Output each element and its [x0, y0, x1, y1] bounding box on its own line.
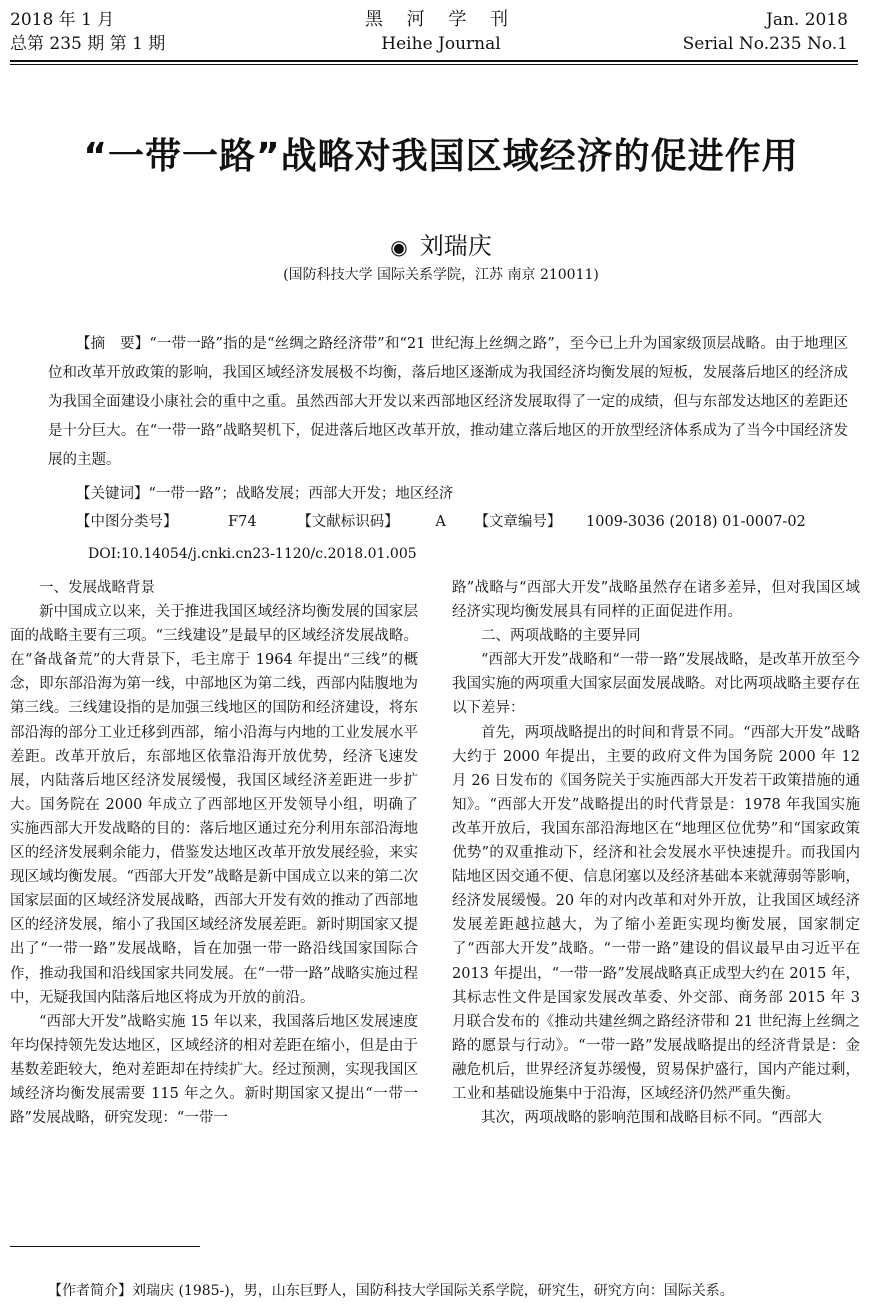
author-mark-icon: ◉: [390, 235, 408, 259]
keywords-text: “一带一路”；战略发展；西部大开发；地区经济: [148, 486, 454, 502]
article-number-value: 1009-3036 (2018) 01-0007-02: [586, 514, 806, 530]
doc-code-value: A: [435, 514, 446, 530]
body-paragraph: 新中国成立以来，关于推进我国区域经济均衡发展的国家层面的战略主要有三项。“三线建设”是最早的区域经济发展战略。在“备战备荒”的大背景下，毛主席于 1964 年提出“三线”的概念，即东部沿海为第一线，中部地区为第二线，西部内陆腹地为第三线。三线建设指的是加强三线地区的国防和经济建设，将东部沿海的部分工业迁移到西部，缩小沿海与内地的工业发展水平差距。改革开放后，东部地区依靠沿海开放优势，经济飞速发展，内陆落后地区经济发展缓慢，我国区域经济差距进一步扩大。国务院在 2000 年成立了西部地区开发领导小组，明确了实施西部大开发战略的目的：落后地区通过充分利用东部沿海地区的经济发展剩余能力，借鉴发达地区改革开放发展经验，来实现区域均衡发展。“西部大开发”战略是新中国成立以来的第二次国家层面的区域经济发展战略，西部大开发有效的推动了西部地区的经济发展，缩小了我国区域经济发展差距。新时期国家又提出了“一带一路”发展战略，旨在加强一带一路沿线国家国际合作，推动我国和沿线国家共同发展。在“一带一路”战略实施过程中，无疑我国内陆落后地区将成为开放的前沿。: [10, 604, 418, 1006]
body-paragraph: 其次，两项战略的影响范围和战略目标不同。“西部大: [481, 1110, 822, 1127]
section-heading-1: 一、发展战略背景: [39, 580, 155, 596]
body-column-left: [10, 576, 418, 1130]
author-name: 刘瑞庆: [419, 232, 492, 260]
header-serial: Serial No.235 No.1: [682, 34, 848, 54]
body-paragraph: “西部大开发”战略实施 15 年以来，我国落后地区发展速度年均保持领先发达地区，区域经济的相对差距在缩小，但是由于基数差距较大，绝对差距却在持续扩大。经过预测，实现我国区域经济均衡发展需要 115 年之久。新时期国家又提出“一带一路”发展战略，研究发现：“一带一: [10, 1013, 418, 1127]
doi: DOI:10.14054/j.cnki.cn23-1120/c.2018.01.005: [88, 546, 417, 562]
abstract-label: 【摘 要】: [76, 336, 150, 352]
author-line: [0, 226, 882, 261]
header-rule-thin: [10, 64, 858, 65]
clc-value: F74: [228, 514, 257, 530]
keywords: [48, 480, 848, 509]
header-issue: 总第 235 期 第 1 期: [10, 34, 166, 54]
classification-row: [48, 508, 848, 537]
body-paragraph: 首先，两项战略提出的时间和背景不同。“西部大开发”战略大约于 2000 年提出，主要的政府文件为国务院 2000 年 12 月 26 日发布的《国务院关于实施西部大开发若干政策措施的通知》。“西部大开发”战略提出的时代背景是：1978 年我国实施改革开放后，我国东部沿海地区在“地理区位优势”和“国家政策优势”的双重推动下，经济和社会发展水平快速提升。而我国内陆地区因交通不便、信息闭塞以及经济基础本来就薄弱等影响，经济发展缓慢。20 年的对内改革和对外开放，让我国区域经济发展差距越拉越大，为了缩小差距实现均衡发展，国家制定了“西部大开发”战略。“一带一路”建设的倡议最早由习近平在 2013 年提出，“一带一路”发展战略真正成型大约在 2015 年，其标志性文件是国家发展改革委、外交部、商务部 2015 年 3 月联合发布的《推动共建丝绸之路经济带和 21 世纪海上丝绸之路的愿景与行动》。“一带一路”发展战略提出的经济背景是：金融危机后，世界经济复苏缓慢，贸易保护盛行，国内产能过剩，工业和基础设施集中于沿海，区域经济仍然严重失衡。: [452, 724, 860, 1102]
article-number-label: 【文章编号】: [474, 514, 562, 530]
header-right: [683, 8, 848, 56]
header-date: 2018 年 1 月: [10, 10, 115, 30]
article-title: “一带一路”战略对我国区域经济的促进作用: [83, 136, 799, 177]
section-heading-2: 二、两项战略的主要异同: [481, 628, 641, 645]
clc-label: 【中图分类号】: [76, 514, 178, 530]
abstract-text: “一带一路”指的是“丝绸之路经济带”和“21 世纪海上丝绸之路”，至今已上升为国家级顶层战略。由于地理区位和改革开放政策的影响，我国区域经济发展极不均衡，落后地区逐渐成为我国经济均衡发展的短板，发展落后地区的经济成为我国全面建设小康社会的重中之重。虽然西部大开发以来西部地区经济发展取得了一定的成绩，但与东部发达地区的差距还是十分巨大。在“一带一路”战略契机下，促进落后地区改革开放，推动建立落后地区的开放型经济体系成为了当今中国经济发展的主题。: [48, 336, 849, 468]
body-paragraph-continued: 路”战略与“西部大开发”战略虽然存在诸多差异，但对我国区域经济实现均衡发展具有同样的正面促进作用。: [452, 580, 860, 621]
body-column-right: [452, 576, 860, 1130]
author-footnote: 【作者简介】刘瑞庆 (1985-)，男，山东巨野人，国防科技大学国际关系学院，研究生，研究方向：国际关系。: [48, 1283, 734, 1299]
footnote-rule: [10, 1246, 200, 1247]
page-header: [0, 0, 882, 66]
journal-name-en: Heihe Journal: [381, 34, 501, 54]
keywords-label: 【关键词】: [76, 486, 149, 502]
body-paragraph: “西部大开发”战略和“一带一路”发展战略，是改革开放至今我国实施的两项重大国家层面发展战略。对比两项战略主要存在以下差异：: [452, 652, 860, 717]
journal-name: 黑 河 学 刊: [364, 9, 518, 30]
author-affiliation: (国防科技大学 国际关系学院，江苏 南京 210011): [283, 267, 599, 283]
doc-code-label: 【文献标识码】: [297, 514, 399, 530]
header-rule-thick: [10, 60, 858, 62]
header-date-en: Jan. 2018: [766, 10, 848, 30]
abstract: [48, 330, 848, 475]
